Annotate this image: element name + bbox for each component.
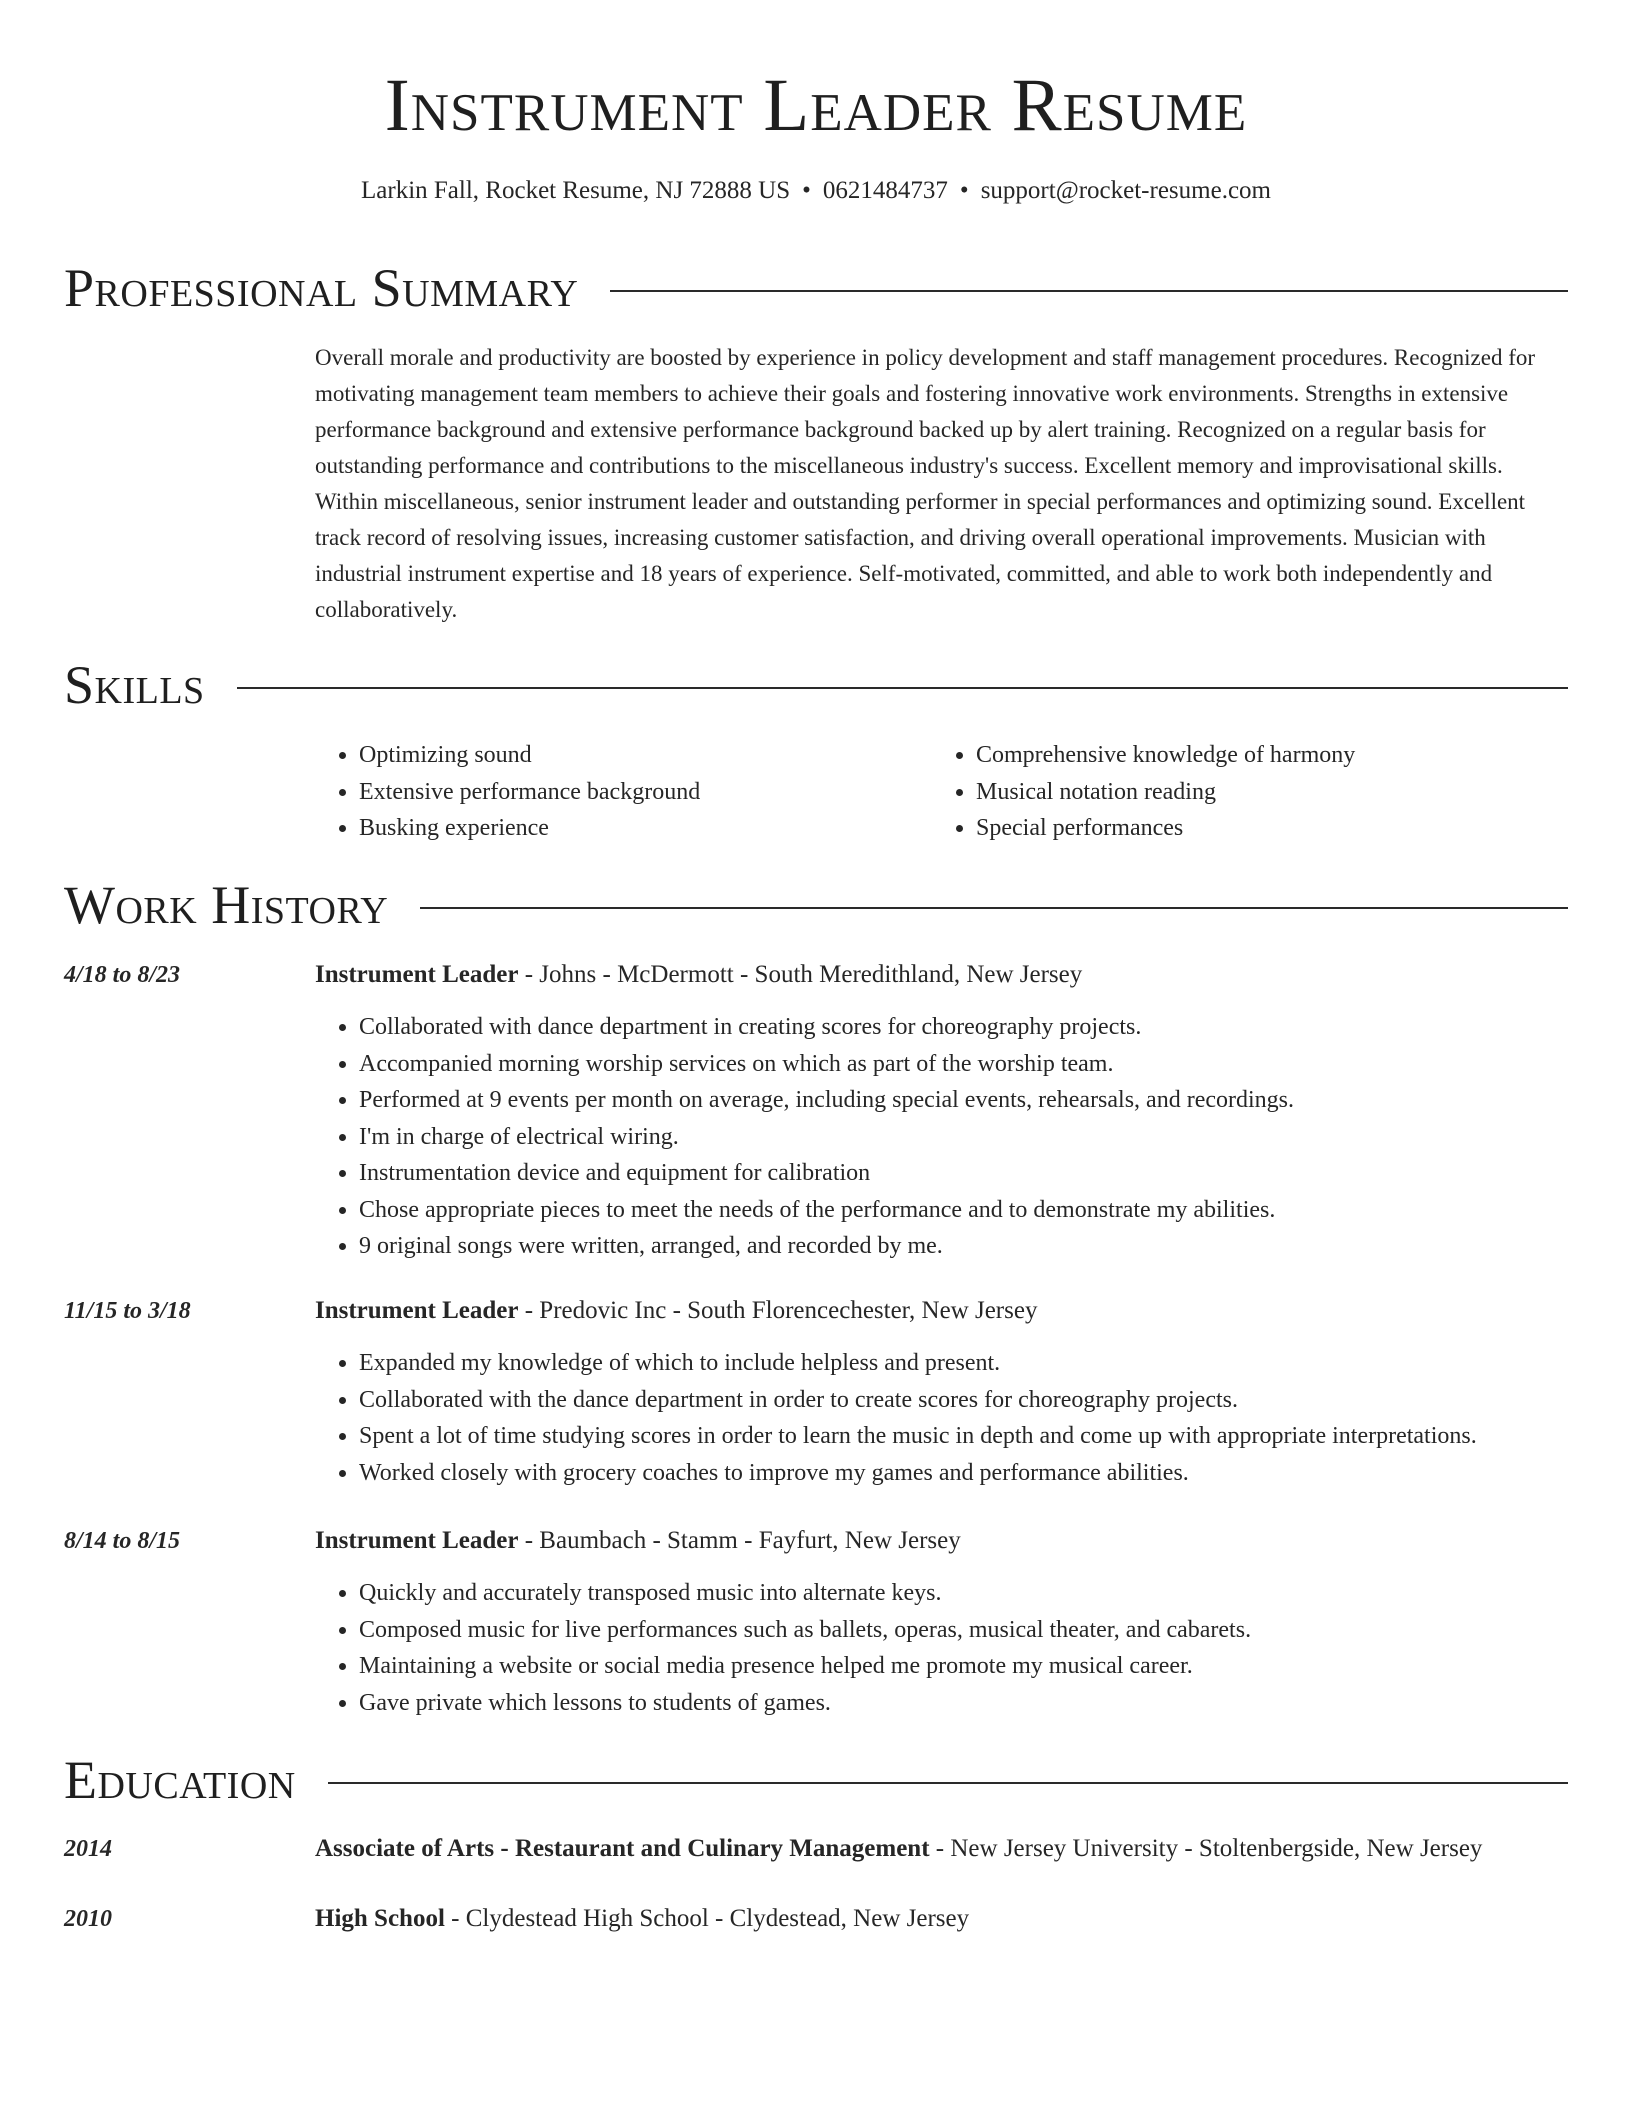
education-line: [315, 1902, 969, 1936]
job-employer: - Predovic Inc - South Florencechester, New Jersey: [518, 1297, 1038, 1324]
section-heading-work: [64, 874, 1568, 936]
section-divider: [610, 290, 1568, 292]
duty-item: • Instrumentation device and equipment for calibration: [359, 1155, 1294, 1192]
contact-line: [0, 175, 1632, 207]
skill-item: • Optimizing sound: [359, 737, 700, 774]
education-year: 2010: [64, 1906, 112, 1932]
section-title: Skills: [64, 655, 205, 715]
skills-column-2: [932, 737, 1355, 847]
duty-item: • Spent a lot of time studying scores in order to learn the music in depth and come up with appropriate interpretations.: [359, 1418, 1477, 1455]
section-heading-education: [64, 1749, 1568, 1811]
section-divider: [328, 1782, 1568, 1784]
duty-item: • Composed music for live performances such as ballets, operas, musical theater, and cabarets.: [359, 1612, 1251, 1649]
job-title: Instrument Leader: [315, 961, 519, 988]
duty-item: • 9 original songs were written, arranged, and recorded by me.: [359, 1228, 1294, 1265]
duty-item: • I'm in charge of electrical wiring.: [359, 1119, 1294, 1156]
section-title: Work History: [64, 875, 389, 935]
education-year: 2014: [64, 1836, 112, 1862]
education-line: [315, 1832, 1482, 1866]
duties-list: [315, 1009, 1294, 1265]
duty-item: • Quickly and accurately transposed music into alternate keys.: [359, 1575, 1251, 1612]
job-title: Instrument Leader: [315, 1527, 519, 1554]
work-title-line: [315, 1294, 1037, 1328]
duty-item: • Performed at 9 events per month on average, including special events, rehearsals, and recordings.: [359, 1082, 1294, 1119]
duties-list: [315, 1575, 1251, 1721]
summary-text: Overall morale and productivity are boosted by experience in policy development and staff management procedures. Recognized for motivating management team members to achieve their goals and fostering innovative work environments. Strengths in extensive performance background and extensive performance background backed up by alert training. Recognized on a regular basis for outstanding performance and contributions to the miscellaneous industry's success. Excellent memory and improvisational skills. Within miscellaneous, senior instrument leader and outstanding performer in special performances and optimizing sound. Excellent track record of resolving issues, increasing customer satisfaction, and driving overall operational improvements. Musician with industrial instrument expertise and 18 years of experience. Self-motivated, committed, and able to work both independently and collaboratively.: [315, 345, 1536, 622]
section-heading-skills: [64, 654, 1568, 716]
duty-item: • Collaborated with the dance department in order to create scores for choreography projects.: [359, 1382, 1477, 1419]
job-employer: - Baumbach - Stamm - Fayfurt, New Jersey: [518, 1527, 961, 1554]
work-title-line: [315, 958, 1082, 992]
duty-item: • Expanded my knowledge of which to include helpless and present.: [359, 1345, 1477, 1382]
section-divider: [237, 687, 1568, 689]
section-divider: [420, 907, 1568, 909]
duty-item: • Worked closely with grocery coaches to improve my games and performance abilities.: [359, 1455, 1477, 1492]
resume-title: Instrument Leader Resume: [384, 64, 1248, 147]
skill-item: • Comprehensive knowledge of harmony: [976, 737, 1355, 774]
job-employer: - Johns - McDermott - South Meredithland, New Jersey: [518, 961, 1083, 988]
section-title: Education: [64, 1750, 296, 1810]
skill-item: • Musical notation reading: [976, 774, 1355, 811]
duty-item: • Maintaining a website or social media presence helped me promote my musical career.: [359, 1648, 1251, 1685]
education-degree: Associate of Arts - Restaurant and Culinary Management: [315, 1835, 930, 1862]
contact-email: support@rocket-resume.com: [980, 177, 1271, 204]
skill-item: • Busking experience: [359, 810, 700, 847]
contact-separator: •: [959, 177, 969, 204]
duties-list: [315, 1345, 1477, 1491]
contact-phone: 0621484737: [822, 177, 948, 204]
duty-item: • Accompanied morning worship services on which as part of the worship team.: [359, 1046, 1294, 1083]
duty-item: • Chose appropriate pieces to meet the needs of the performance and to demonstrate my abilities.: [359, 1192, 1294, 1229]
education-degree: High School: [315, 1905, 445, 1932]
skill-item: • Extensive performance background: [359, 774, 700, 811]
contact-address: Larkin Fall, Rocket Resume, NJ 72888 US: [361, 177, 791, 204]
education-school: - New Jersey University - Stoltenbergside, New Jersey: [929, 1835, 1483, 1862]
skills-column-1: [315, 737, 700, 847]
section-title: Professional Summary: [64, 258, 579, 318]
skill-item: • Special performances: [976, 810, 1355, 847]
duty-item: • Gave private which lessons to students of games.: [359, 1685, 1251, 1722]
work-dates: 4/18 to 8/23: [64, 962, 181, 988]
education-school: - Clydestead High School - Clydestead, New Jersey: [444, 1905, 970, 1932]
job-title: Instrument Leader: [315, 1297, 519, 1324]
work-dates: 11/15 to 3/18: [64, 1298, 191, 1324]
section-heading-summary: [64, 257, 1568, 319]
duty-item: • Collaborated with dance department in creating scores for choreography projects.: [359, 1009, 1294, 1046]
work-title-line: [315, 1524, 961, 1558]
contact-separator: •: [802, 177, 811, 204]
work-dates: 8/14 to 8/15: [64, 1528, 181, 1554]
